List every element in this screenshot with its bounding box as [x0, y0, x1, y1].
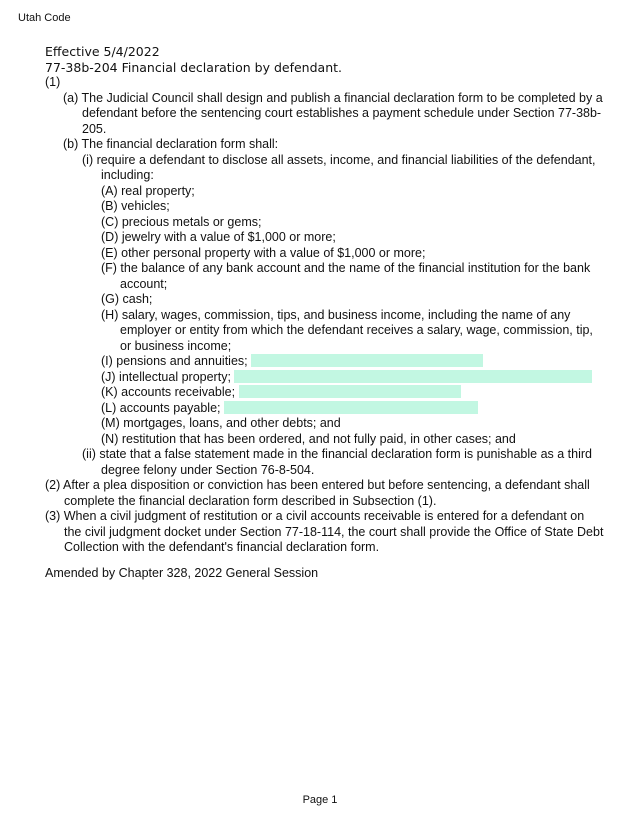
item-g: (G) cash;	[101, 292, 153, 306]
item-d: (D) jewelry with a value of $1,000 or more;	[101, 230, 336, 244]
item-l-row	[73, 401, 605, 417]
item-k-row	[73, 385, 605, 401]
item-h: (H) salary, wages, commission, tips, and business income, including the name of any employer or entity from which the defendant receives a salary, wage, commission, tip, or business income;	[101, 307, 593, 353]
item-f: (F) the balance of any bank account and the name of the financial institution for the bank account;	[101, 261, 591, 291]
item-j: (J) intellectual property;	[101, 369, 231, 384]
amendment-note: Amended by Chapter 328, 2022 General Session	[45, 565, 319, 580]
page-number: Page 1	[302, 794, 338, 806]
highlight-mark	[239, 385, 461, 398]
section-title: 77-38b-204 Financial declaration by defendant.	[45, 59, 342, 75]
subsection-1b-ii: (ii) state that a false statement made in the financial declaration form is punishable as a third degree felony under Section 76-8-504.	[82, 447, 592, 477]
document-body	[45, 44, 605, 581]
subsection-1a: (a) The Judicial Council shall design and publish a financial declaration form to be completed by a defendant before the sentencing court establishes a payment schedule under Section 77-38b-205.	[63, 90, 603, 136]
item-i-row	[73, 354, 605, 370]
subsection-1-label: (1)	[45, 75, 61, 89]
spacer	[45, 556, 605, 566]
item-l: (L) accounts payable;	[101, 400, 221, 415]
effective-date: Effective 5/4/2022	[45, 44, 160, 59]
subsection-3: (3) When a civil judgment of restitution or a civil accounts receivable is entered for a defendant on the civil judgment docket under Section 77-18-114, the court shall provide the Office of State Debt Collection with the defendant's financial declaration form.	[45, 509, 604, 554]
item-k: (K) accounts receivable;	[101, 385, 236, 399]
highlight-mark	[234, 370, 592, 383]
item-m: (M) mortgages, loans, and other debts; and	[101, 416, 341, 430]
subsection-2: (2) After a plea disposition or conviction has been entered but before sentencing, a defendant shall complete the financial declaration form described in Subsection (1).	[45, 478, 590, 508]
item-c: (C) precious metals or gems;	[101, 214, 262, 229]
item-j-row	[73, 370, 605, 386]
page-header: Utah Code	[18, 12, 71, 24]
highlight-mark	[251, 354, 483, 367]
subsection-1b: (b) The financial declaration form shall:	[63, 137, 279, 151]
item-b: (B) vehicles;	[101, 199, 170, 213]
item-e: (E) other personal property with a value of $1,000 or more;	[101, 245, 426, 260]
item-n: (N) restitution that has been ordered, and not fully paid, in other cases; and	[101, 431, 516, 446]
highlight-mark	[224, 401, 478, 414]
item-i: (I) pensions and annuities;	[101, 354, 248, 368]
item-a: (A) real property;	[101, 183, 195, 198]
subsection-1b-i: (i) require a defendant to disclose all assets, income, and financial liabilities of the defendant, including:	[82, 152, 596, 182]
